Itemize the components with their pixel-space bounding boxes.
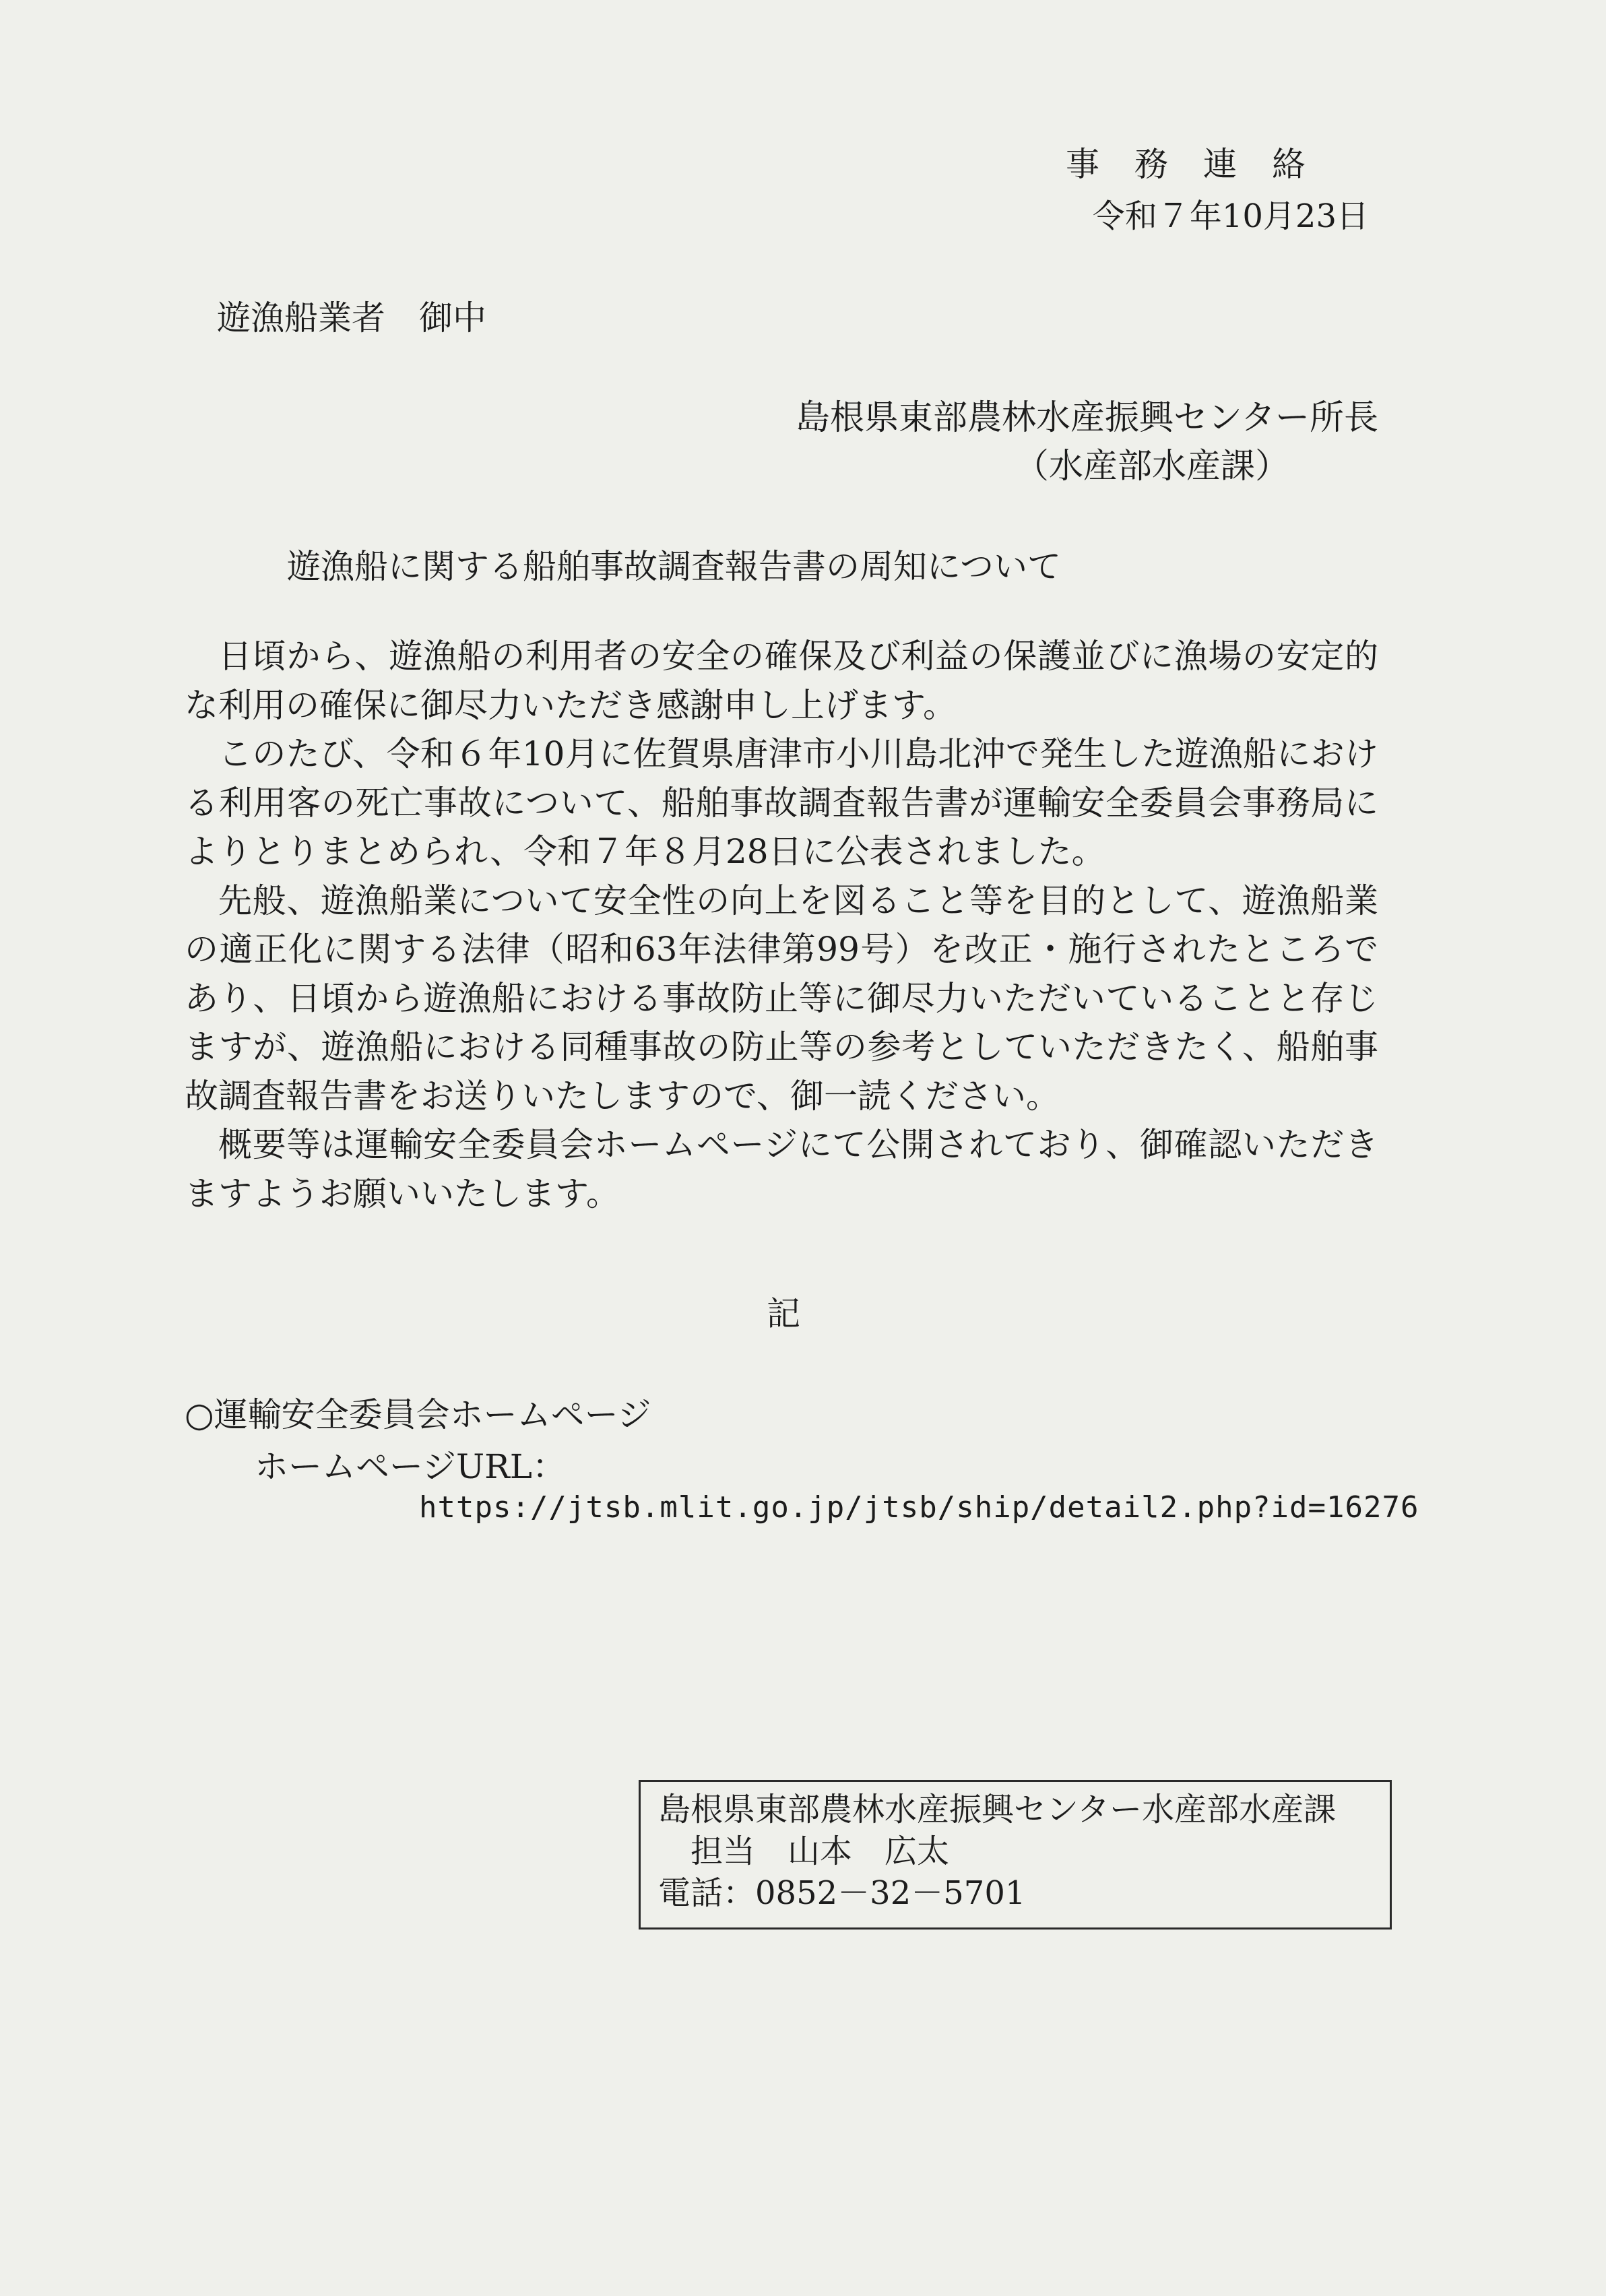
contact-person: 担当 山本 広太 [658,1832,950,1870]
body-paragraph: このたび、令和６年10月に佐賀県唐津市小川島北沖で発生した遊漁船における利用客の死亡事故について、船舶事故調査報告書が運輸安全委員会事務局によりとりまとめられ、令和７年８月28日に公表されました。 [185,734,1378,871]
document-type: 事務連絡 [1066,145,1341,184]
homepage-url-link[interactable]: https://jtsb.mlit.go.jp/jtsb/ship/detail2.php?id=16276 [419,1490,1419,1525]
body-paragraph: 概要等は運輸安全委員会ホームページにて公開されており、御確認いただきますようお願いいたします。 [185,1125,1378,1213]
recipient: 遊漁船業者 御中 [217,298,486,338]
sender-department: （水産部水産課） [1014,447,1289,486]
link-heading: ○運輸安全委員会ホームページ [185,1395,651,1434]
body-paragraph: 日頃から、遊漁船の利用者の安全の確保及び利益の保護並びに漁場の安定的な利用の確保に御尽力いただき感謝申し上げます。 [185,637,1378,725]
document-date: 令和７年10月23日 [1092,197,1369,235]
contact-box [639,1780,1392,1930]
contact-phone: 電話：0852－32－5701 [658,1874,1026,1912]
subject-title: 遊漁船に関する船舶事故調査報告書の周知について [287,547,1061,586]
ki-heading: 記 [767,1294,800,1333]
body-paragraph: 先般、遊漁船業について安全性の向上を図ること等を目的として、遊漁船業の適正化に関する法律（昭和63年法律第99号）を改正・施行されたところであり、日頃から遊漁船における事故防止等に御尽力いただいていることと存じますが、遊漁船における同種事故の防止等の参考としていただきたく、船舶事故調査報告書をお送りいたしますので、御一読ください。 [185,881,1378,1116]
link-label: ホームページURL： [255,1447,566,1486]
contact-office: 島根県東部農林水産振興センター水産部水産課 [658,1791,1337,1828]
sender-name: 島根県東部農林水産振興センター所長 [796,398,1378,438]
body-text [185,632,1378,1218]
